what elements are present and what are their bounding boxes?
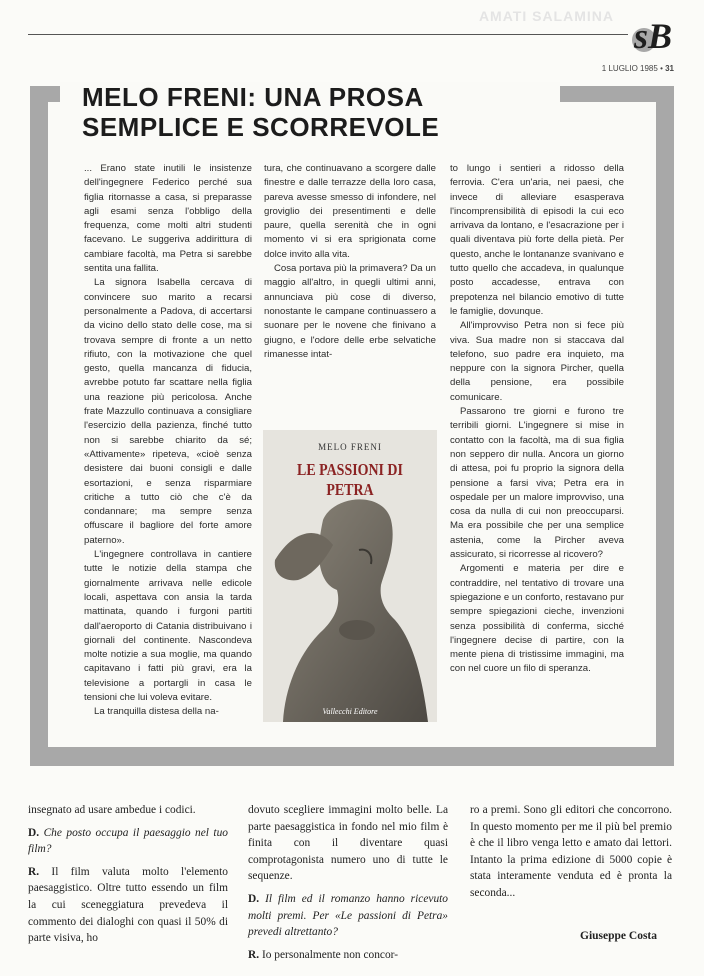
previous-page-ghost-text: AMATI SALAMINA [478, 8, 614, 24]
interview-text: insegnato ad usare ambedue i codici. [28, 804, 196, 816]
interview-column-2 [248, 802, 448, 969]
page-number: 31 [665, 64, 674, 73]
article-title: MELO FRENI: UNA PROSA SEMPLICE E SCORREVOLE [82, 82, 440, 142]
article-column-3 [450, 162, 624, 677]
issue-date: 1 LUGLIO 1985 [601, 64, 658, 73]
paragraph: La signora Isabella cercava di convincere suo marito a recarsi personalmente a Padova, di accertarsi da vicino dello stato delle cose, ma si trovava sempre di fronte a un netto rifiuto, con la motivazione che quel gesto, quella mancanza di fiducia, avrebbe potuto far scattare nella figlia una reazione più pericolosa. Anche frate Mazzullo continuava a consigliare l'esercizio della pazienza, finché tutto non si sarebbe chiarito da sé; «Attivamente» ripeteva, «cioè senza desistere dai buoni consigli e dalle esortazioni, e senza risparmiare critiche a tutto ciò che c'è da condannare; ma sempre senza offuscare il bagliore del forte amore paterno». [84, 277, 252, 546]
question-marker: D. [248, 892, 260, 905]
answer-marker: R. [28, 865, 40, 878]
magazine-logo [630, 4, 686, 54]
book-author: MELO FRENI [318, 442, 382, 452]
question-text: Che posto occupa il paesaggio nel tuo film? [28, 826, 228, 856]
paragraph: La tranquilla distesa della na- [94, 706, 219, 718]
article-column-1 [84, 162, 252, 720]
answer-text: Io personalmente non concor- [261, 948, 399, 961]
header-rule [28, 34, 628, 35]
interview-answer [28, 864, 228, 947]
book-publisher: Vallecchi Editore [322, 707, 378, 716]
interview-text: ro a premi. Sono gli editori che concorrono. In questo momento per me il più bel premio è che il libro venga letto e amato dai lettori. Intanto la prima edizione di 5000 copie è stata interamente venduta ed è pronta la seconda... [470, 804, 672, 899]
interview-question [28, 825, 228, 858]
book-title: LE PASSIONI DI PETRA [297, 460, 403, 499]
page-info: 1 LUGLIO 1985 • 31 [601, 64, 674, 73]
interview-column-3 [470, 802, 672, 908]
paragraph: Cosa portava più la primavera? Da un maggio all'altro, in quegli ultimi anni, annunciava più cose di diverso, nonostante le campane continuassero a suonare per le novene che finivano a giugno, e l'odore delle erbe selvatiche rimanesse intat- [264, 263, 436, 360]
paragraph: tura, che continuavano a scorgere dalle finestre e dalle terrazze della loro casa, pareva avesse smesso di infondere, nel groviglio dei presentimenti e delle paure, quella serenità che in ogni momento vi si era sprigionata come dolce invito alla vita. [264, 163, 436, 260]
svg-text:sB: sB [634, 16, 673, 54]
sculpture-illustration [263, 490, 437, 722]
interview-column-1 [28, 802, 228, 953]
answer-text: Il film valuta molto l'elemento paesaggistico. Oltre tutto essendo un film la cui sceneggiatura prevedeva il commento dei dialoghi con quasi il 50% di parte visiva, ho [28, 865, 228, 945]
interview-text: dovuto scegliere immagini molto belle. La parte paesaggistica in fondo nel mio film è finita con il diventare quasi comprotagonista numero uno di tutte le sequenze. [248, 804, 448, 883]
article-column-2 [264, 162, 436, 362]
paragraph: to lungo i sentieri a ridosso della ferrovia. C'era un'aria, nei paesi, che invece di alleviare esasperava l'incomprensibilità di episodi la cui eco arrivava da lontano, e l'esacrazione per i quali diventava più forte della pietà. Per questo, anche le lontananze svanivano e tutto quello che accadeva, in qualunque posto accadesse, entrava con prepotenza nel bilancio emotivo di tutte le famiglie, dovunque. [450, 163, 624, 317]
paragraph: L'ingegnere controllava in cantiere tutte le notizie della stampa che giornalmente arrivava nelle edicole locali, aspettava con ansia la tarda mattinata, quando i furgoni partiti dall'aeroporto di Catania distribuivano i giornali del continente. Nascondeva molte notizie a sua moglie, ma quando capitavano i fatti più gravi, era la televisione a portargli in casa le tensioni che lui voleva evitare. [84, 549, 252, 703]
interview-question [248, 891, 448, 941]
answer-marker: R. [248, 948, 260, 961]
paragraph: ... Erano state inutili le insistenze dell'ingegnere Federico perché sua figlia ritornasse a casa, si preparasse agli esami senza l'obbligo della frequenza, come molti altri studenti facevano. Le suggeriva addirittura di cambiare facoltà, ma Petra si sarebbe sentita una fallita. [84, 163, 252, 275]
paragraph: Argomenti e materia per dire e contraddire, nel tentativo di trovare una spiegazione e un conforto, restavano pur sempre spiegazioni cieche, invenzioni senza possibilità di conferma, sicché l'ingegnere decise di partire, con la mente piena di tristissime immagini, ma con nel cuore un filo di speranza. [450, 563, 624, 675]
book-cover-image [263, 430, 437, 722]
interview-answer [248, 947, 448, 964]
author-signature: Giuseppe Costa [580, 930, 657, 942]
paragraph: Passarono tre giorni e furono tre terribili giorni. L'ingegnere si mise in contatto con la facoltà, ma di sua figlia non seppero dir nulla. Ancora un giorno di attesa, poi fu proprio la signora della pensione a farsi viva; Petra era in ospedale per un malore improvviso, una cosa da nulla di cui non preoccuparsi. Ma era possibile che per una semplice astenia, come la Pircher aveva assicurato, si ricorresse al ricovero? [450, 406, 624, 561]
question-marker: D. [28, 826, 40, 839]
question-text: Il film ed il romanzo hanno ricevuto molti premi. Per «Le passioni di Petra» prevedi altrettanto? [248, 892, 448, 939]
paragraph: All'improvviso Petra non si fece più viva. Sua madre non si staccava dal telefono, suo padre era inquieto, ma neppure con la signora Pircher, quella della pensione, era possibile comunicare. [450, 320, 624, 403]
